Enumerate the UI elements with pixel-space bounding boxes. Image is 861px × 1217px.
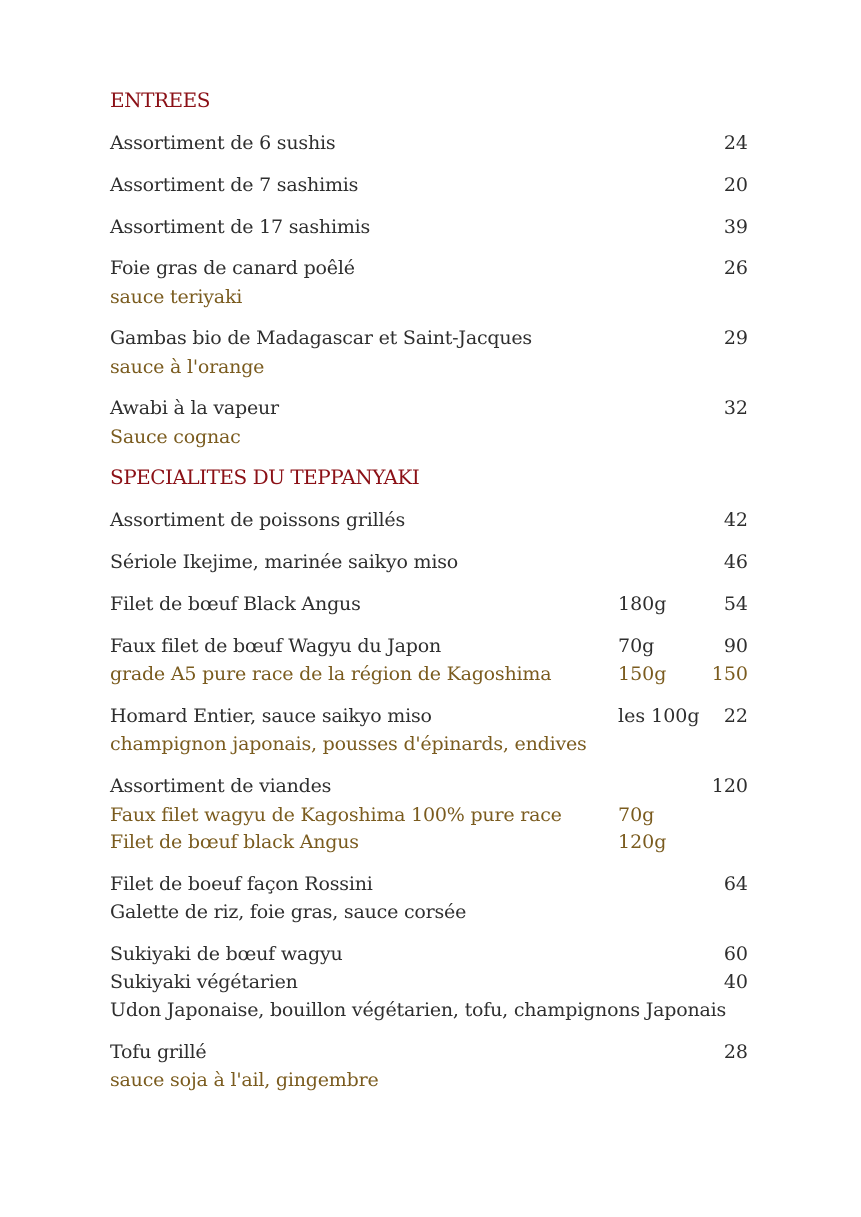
menu-item-name: Sériole Ikejime, marinée saikyo miso — [110, 551, 459, 573]
menu-item-name: Foie gras de canard poêlé — [110, 257, 355, 279]
menu-item-quantity: 120g — [618, 831, 667, 853]
menu-item-quantity: les 100g — [618, 705, 700, 727]
menu-item-price: 24 — [723, 132, 748, 154]
menu-item-price: 42 — [723, 509, 748, 531]
menu-item-name: Assortiment de poissons grillés — [110, 509, 405, 531]
menu-item-price: 54 — [723, 593, 748, 615]
menu-item-name: Sukiyaki végétarien — [110, 971, 298, 993]
menu-item-description: grade A5 pure race de la région de Kagoshima — [110, 663, 552, 685]
menu-item-description: champignon japonais, pousses d'épinards, endives — [110, 733, 587, 755]
menu-item-price: 28 — [723, 1041, 748, 1063]
menu-item-name: Filet de bœuf Black Angus — [110, 593, 361, 615]
menu-item-quantity: 150g — [618, 663, 667, 685]
menu-item-price: 60 — [723, 943, 748, 965]
menu-item-description: Sauce cognac — [110, 426, 241, 448]
menu-item-description: Faux filet wagyu de Kagoshima 100% pure race — [110, 804, 562, 826]
menu-item-description: Udon Japonaise, bouillon végétarien, tofu, champignons Japonais — [110, 999, 727, 1021]
menu-item-name: Gambas bio de Madagascar et Saint-Jacques — [110, 327, 532, 349]
menu-item-description: sauce soja à l'ail, gingembre — [110, 1069, 379, 1091]
menu-item-price: 20 — [723, 174, 748, 196]
menu-item-name: Awabi à la vapeur — [110, 397, 279, 419]
menu-item-quantity: 180g — [618, 593, 667, 615]
menu-item-name: Homard Entier, sauce saikyo miso — [110, 705, 432, 727]
menu-item-price: 120 — [711, 775, 748, 797]
menu-item-price: 22 — [723, 705, 748, 727]
menu-item-name: Assortiment de 7 sashimis — [110, 174, 359, 196]
menu-item-name: Assortiment de viandes — [110, 775, 332, 797]
menu-item-price: 39 — [723, 216, 748, 238]
menu-item-name: Faux filet de bœuf Wagyu du Japon — [110, 635, 442, 657]
menu-item-price: 40 — [723, 971, 748, 993]
menu-item-price: 32 — [723, 397, 748, 419]
menu-item-quantity: 70g — [618, 804, 655, 826]
menu-item-name: Assortiment de 6 sushis — [110, 132, 336, 154]
menu-item-price: 64 — [723, 873, 748, 895]
menu-item-description: Filet de bœuf black Angus — [110, 831, 359, 853]
menu-item-name: Tofu grillé — [110, 1041, 207, 1063]
menu-item-description: sauce teriyaki — [110, 286, 243, 308]
menu-item-price: 26 — [723, 257, 748, 279]
section-title-entrees: ENTREES — [110, 88, 210, 112]
menu-item-quantity: 70g — [618, 635, 655, 657]
section-title-teppanyaki: SPECIALITES DU TEPPANYAKI — [110, 465, 420, 489]
menu-item-name: Assortiment de 17 sashimis — [110, 216, 371, 238]
menu-item-price: 150 — [711, 663, 748, 685]
menu-item-description: Galette de riz, foie gras, sauce corsée — [110, 901, 467, 923]
menu-item-name: Filet de boeuf façon Rossini — [110, 873, 373, 895]
menu-item-price: 90 — [723, 635, 748, 657]
menu-item-price: 29 — [723, 327, 748, 349]
menu-item-description: sauce à l'orange — [110, 356, 265, 378]
menu-item-price: 46 — [723, 551, 748, 573]
menu-item-name: Sukiyaki de bœuf wagyu — [110, 943, 343, 965]
